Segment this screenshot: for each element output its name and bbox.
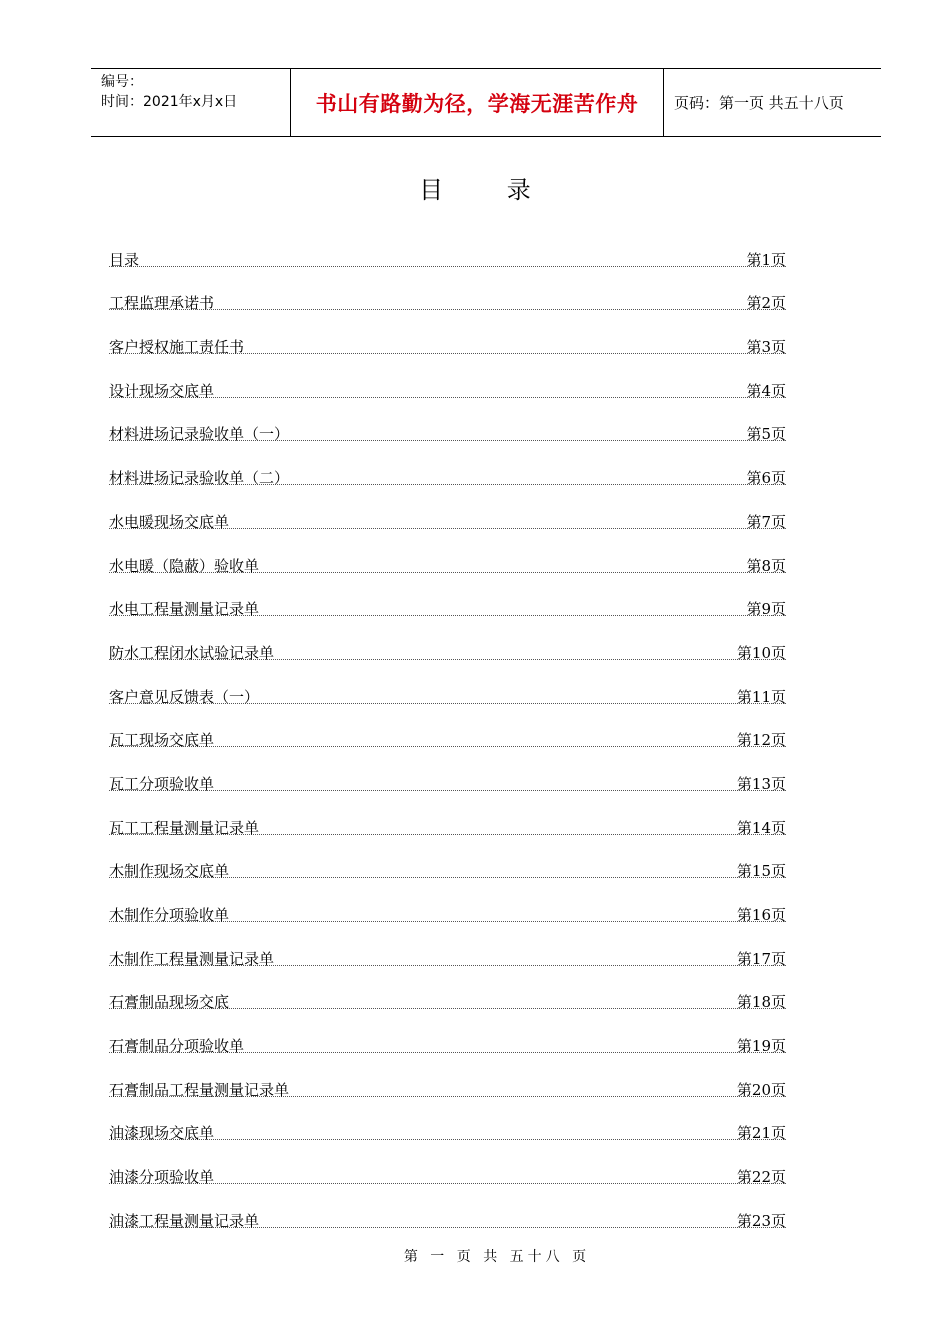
toc-entry-page: 第18页 [736, 993, 786, 1012]
toc-entry-page: 第6页 [746, 469, 786, 488]
toc-entry-label: 水电暖（隐蔽）验收单 [109, 556, 260, 575]
toc-entry[interactable] [109, 1143, 786, 1187]
toc-entry-page: 第15页 [736, 862, 786, 881]
document-date: 时间：2021年x月x日 [101, 94, 238, 110]
toc-entry-label: 防水工程闭水试验记录单 [109, 643, 275, 662]
document-number-label: 编号： [101, 74, 143, 90]
toc-entry-page: 第20页 [736, 1080, 786, 1099]
toc-entry[interactable] [109, 401, 786, 445]
toc-entry[interactable] [109, 969, 786, 1013]
toc-entry-page: 第17页 [736, 949, 786, 968]
toc-entry-label: 材料进场记录验收单（一） [109, 425, 290, 444]
toc-entry-label: 石膏制品工程量测量记录单 [109, 1080, 290, 1099]
page-footer: 第 一 页 共 五十八 页 [403, 1249, 591, 1265]
toc-entry[interactable] [109, 707, 786, 751]
toc-entry-page: 第23页 [736, 1211, 786, 1230]
toc-entry[interactable] [109, 270, 786, 314]
toc-entry[interactable] [109, 619, 786, 663]
toc-entry[interactable] [109, 576, 786, 620]
toc-entry-page: 第11页 [736, 687, 786, 706]
toc-entry-label: 客户授权施工责任书 [109, 338, 245, 357]
toc-entry-label: 设计现场交底单 [109, 381, 215, 400]
toc-entry-page: 第13页 [736, 774, 786, 793]
toc-entry[interactable] [109, 794, 786, 838]
toc-entry-page: 第10页 [736, 643, 786, 662]
toc-entry[interactable] [109, 357, 786, 401]
toc-entry-label: 材料进场记录验收单（二） [109, 469, 290, 488]
toc-entry-label: 木制作分项验收单 [109, 906, 230, 924]
toc-entry-page: 第22页 [736, 1168, 786, 1187]
toc-entry-label: 工程监理承诺书 [109, 294, 215, 313]
toc-entry[interactable] [109, 1187, 786, 1231]
toc-entry[interactable] [109, 925, 786, 969]
header-motto: 书山有路勤为径，学海无涯苦作舟 [291, 69, 664, 136]
toc-entry-page: 第2页 [746, 294, 786, 313]
toc-entry-label: 瓦工现场交底单 [109, 731, 215, 750]
table-of-contents [109, 226, 786, 1231]
page-header [91, 68, 881, 137]
toc-entry-label: 目录 [109, 250, 140, 269]
toc-entry[interactable] [109, 313, 786, 357]
toc-entry[interactable] [109, 488, 786, 532]
toc-entry[interactable] [109, 750, 786, 794]
toc-entry-page: 第12页 [736, 731, 786, 750]
toc-entry-page: 第9页 [746, 600, 786, 619]
toc-entry-label: 木制作现场交底单 [109, 862, 230, 881]
toc-entry-label: 石膏制品现场交底 [109, 993, 230, 1012]
toc-entry-page: 第14页 [736, 818, 786, 837]
toc-entry[interactable] [109, 1100, 786, 1144]
toc-entry-page: 第21页 [736, 1124, 786, 1143]
toc-entry-page: 第3页 [746, 338, 786, 357]
toc-entry-label: 瓦工分项验收单 [109, 774, 215, 793]
toc-entry-label: 石膏制品分项验收单 [109, 1037, 245, 1056]
header-page-info: 页码：第一页 共五十八页 [674, 94, 844, 112]
toc-entry-label: 水电暖现场交底单 [109, 512, 230, 531]
toc-leader-dots [109, 266, 786, 267]
toc-entry[interactable] [109, 532, 786, 576]
toc-entry-page: 第4页 [746, 381, 786, 400]
toc-entry[interactable] [109, 444, 786, 488]
toc-entry-label: 油漆工程量测量记录单 [109, 1211, 260, 1230]
toc-entry-label: 木制作工程量测量记录单 [109, 949, 275, 968]
header-meta [91, 69, 291, 136]
toc-entry[interactable] [109, 838, 786, 882]
toc-entry-label: 油漆现场交底单 [109, 1124, 215, 1143]
toc-entry-label: 客户意见反馈表（一） [109, 687, 260, 706]
toc-entry[interactable] [109, 663, 786, 707]
toc-entry-page: 第7页 [746, 512, 786, 531]
toc-entry-label: 瓦工工程量测量记录单 [109, 818, 260, 837]
toc-entry-label: 油漆分项验收单 [109, 1168, 215, 1187]
toc-entry-page: 第1页 [746, 250, 786, 269]
toc-entry[interactable] [109, 1056, 786, 1100]
toc-entry-page: 第16页 [736, 906, 786, 924]
toc-entry[interactable] [109, 226, 786, 270]
toc-entry-label: 水电工程量测量记录单 [109, 600, 260, 619]
toc-entry[interactable] [109, 881, 786, 925]
toc-entry-page: 第5页 [746, 425, 786, 444]
toc-entry[interactable] [109, 1012, 786, 1056]
toc-entry-page: 第8页 [746, 556, 786, 575]
page-title: 目 录 [419, 176, 559, 204]
toc-entry-page: 第19页 [736, 1037, 786, 1056]
